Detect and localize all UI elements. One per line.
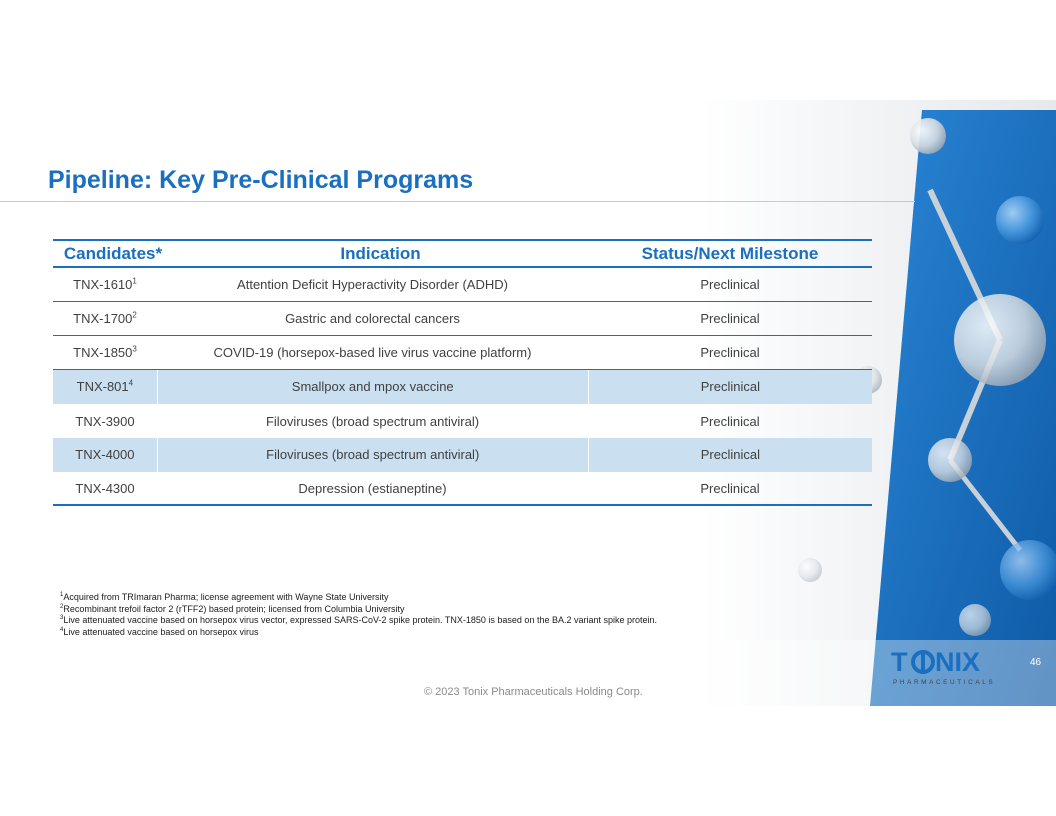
candidate-cell: TNX-1700$^2$ (73, 310, 137, 326)
indication-cell: Depression (estianeptine) (298, 480, 447, 496)
candidate-cell: TNX-1610$^1$ (73, 276, 137, 292)
table-row (53, 336, 872, 370)
candidate-cell: TNX-4300 (75, 480, 135, 496)
header-indication: Indication (340, 243, 421, 263)
footnote: $^3$Live attenuated vaccine based on horsepox virus vector, expressed SARS-CoV-2 spike protein. TNX-1850 is based on the BA.2 variant spike protein. (60, 615, 658, 625)
svg-text:T: T (891, 647, 908, 677)
pipeline-table (53, 239, 872, 506)
svg-text:PHARMACEUTICALS: PHARMACEUTICALS (893, 679, 996, 686)
table-header (53, 239, 872, 268)
candidate-cell: TNX-$801^4$ (53, 370, 158, 404)
title-divider (0, 201, 915, 202)
indication-cell: Attention Deficit Hyperactivity Disorder (ADHD) (237, 277, 508, 292)
indication-cell: Filoviruses (broad spectrum antiviral) (265, 413, 480, 429)
status-cell: Preclinical (700, 311, 760, 326)
status-cell: Preclinical (700, 345, 760, 360)
footnote: $^2$Recombinant trefoil factor 2 (rTFF2) based protein; licensed from Columbia University (60, 603, 405, 614)
table-row (53, 370, 872, 404)
candidate-cell: TNX-4000 (53, 438, 158, 472)
status-cell: Preclinical (700, 277, 760, 292)
status-cell: Preclinical (700, 480, 760, 496)
svg-text:NIX: NIX (935, 647, 981, 677)
footnotes (60, 592, 657, 638)
status-cell: Preclinical (700, 413, 760, 429)
table-row (53, 472, 872, 506)
candidate-cell: TNX-3900 (75, 413, 135, 429)
indication-cell: Smallpox and mpox vaccine (158, 370, 589, 404)
status-cell: Preclinical (700, 379, 760, 394)
candidate-cell: TNX-1850$^3$ (73, 344, 137, 360)
indication-cell: Gastric and colorectal cancers (285, 311, 460, 326)
table-row (53, 268, 872, 302)
header-status: Status/Next Milestone (641, 243, 819, 263)
indication-cell: COVID-19 (horsepox-based live virus vaccine platform) (213, 345, 532, 360)
footnote: $^1$Acquired from TRImaran Pharma; license agreement with Wayne State University (60, 592, 389, 602)
table-row (53, 404, 872, 438)
indication-cell: Filoviruses (broad spectrum antiviral) (158, 438, 589, 472)
footnote: $^4$Live attenuated vaccine based on horsepox virus (60, 626, 259, 637)
copyright-notice: © 2023 Tonix Pharmaceuticals Holding Corp. (424, 686, 643, 698)
table-row (53, 302, 872, 336)
page-title: Pipeline: Key Pre-Clinical Programs (48, 166, 474, 194)
status-cell: Preclinical (700, 447, 760, 462)
tonix-logo (889, 646, 999, 686)
page-number: 46 (1030, 657, 1042, 668)
header-candidates: Candidates* (63, 243, 163, 263)
table-row (53, 438, 872, 472)
